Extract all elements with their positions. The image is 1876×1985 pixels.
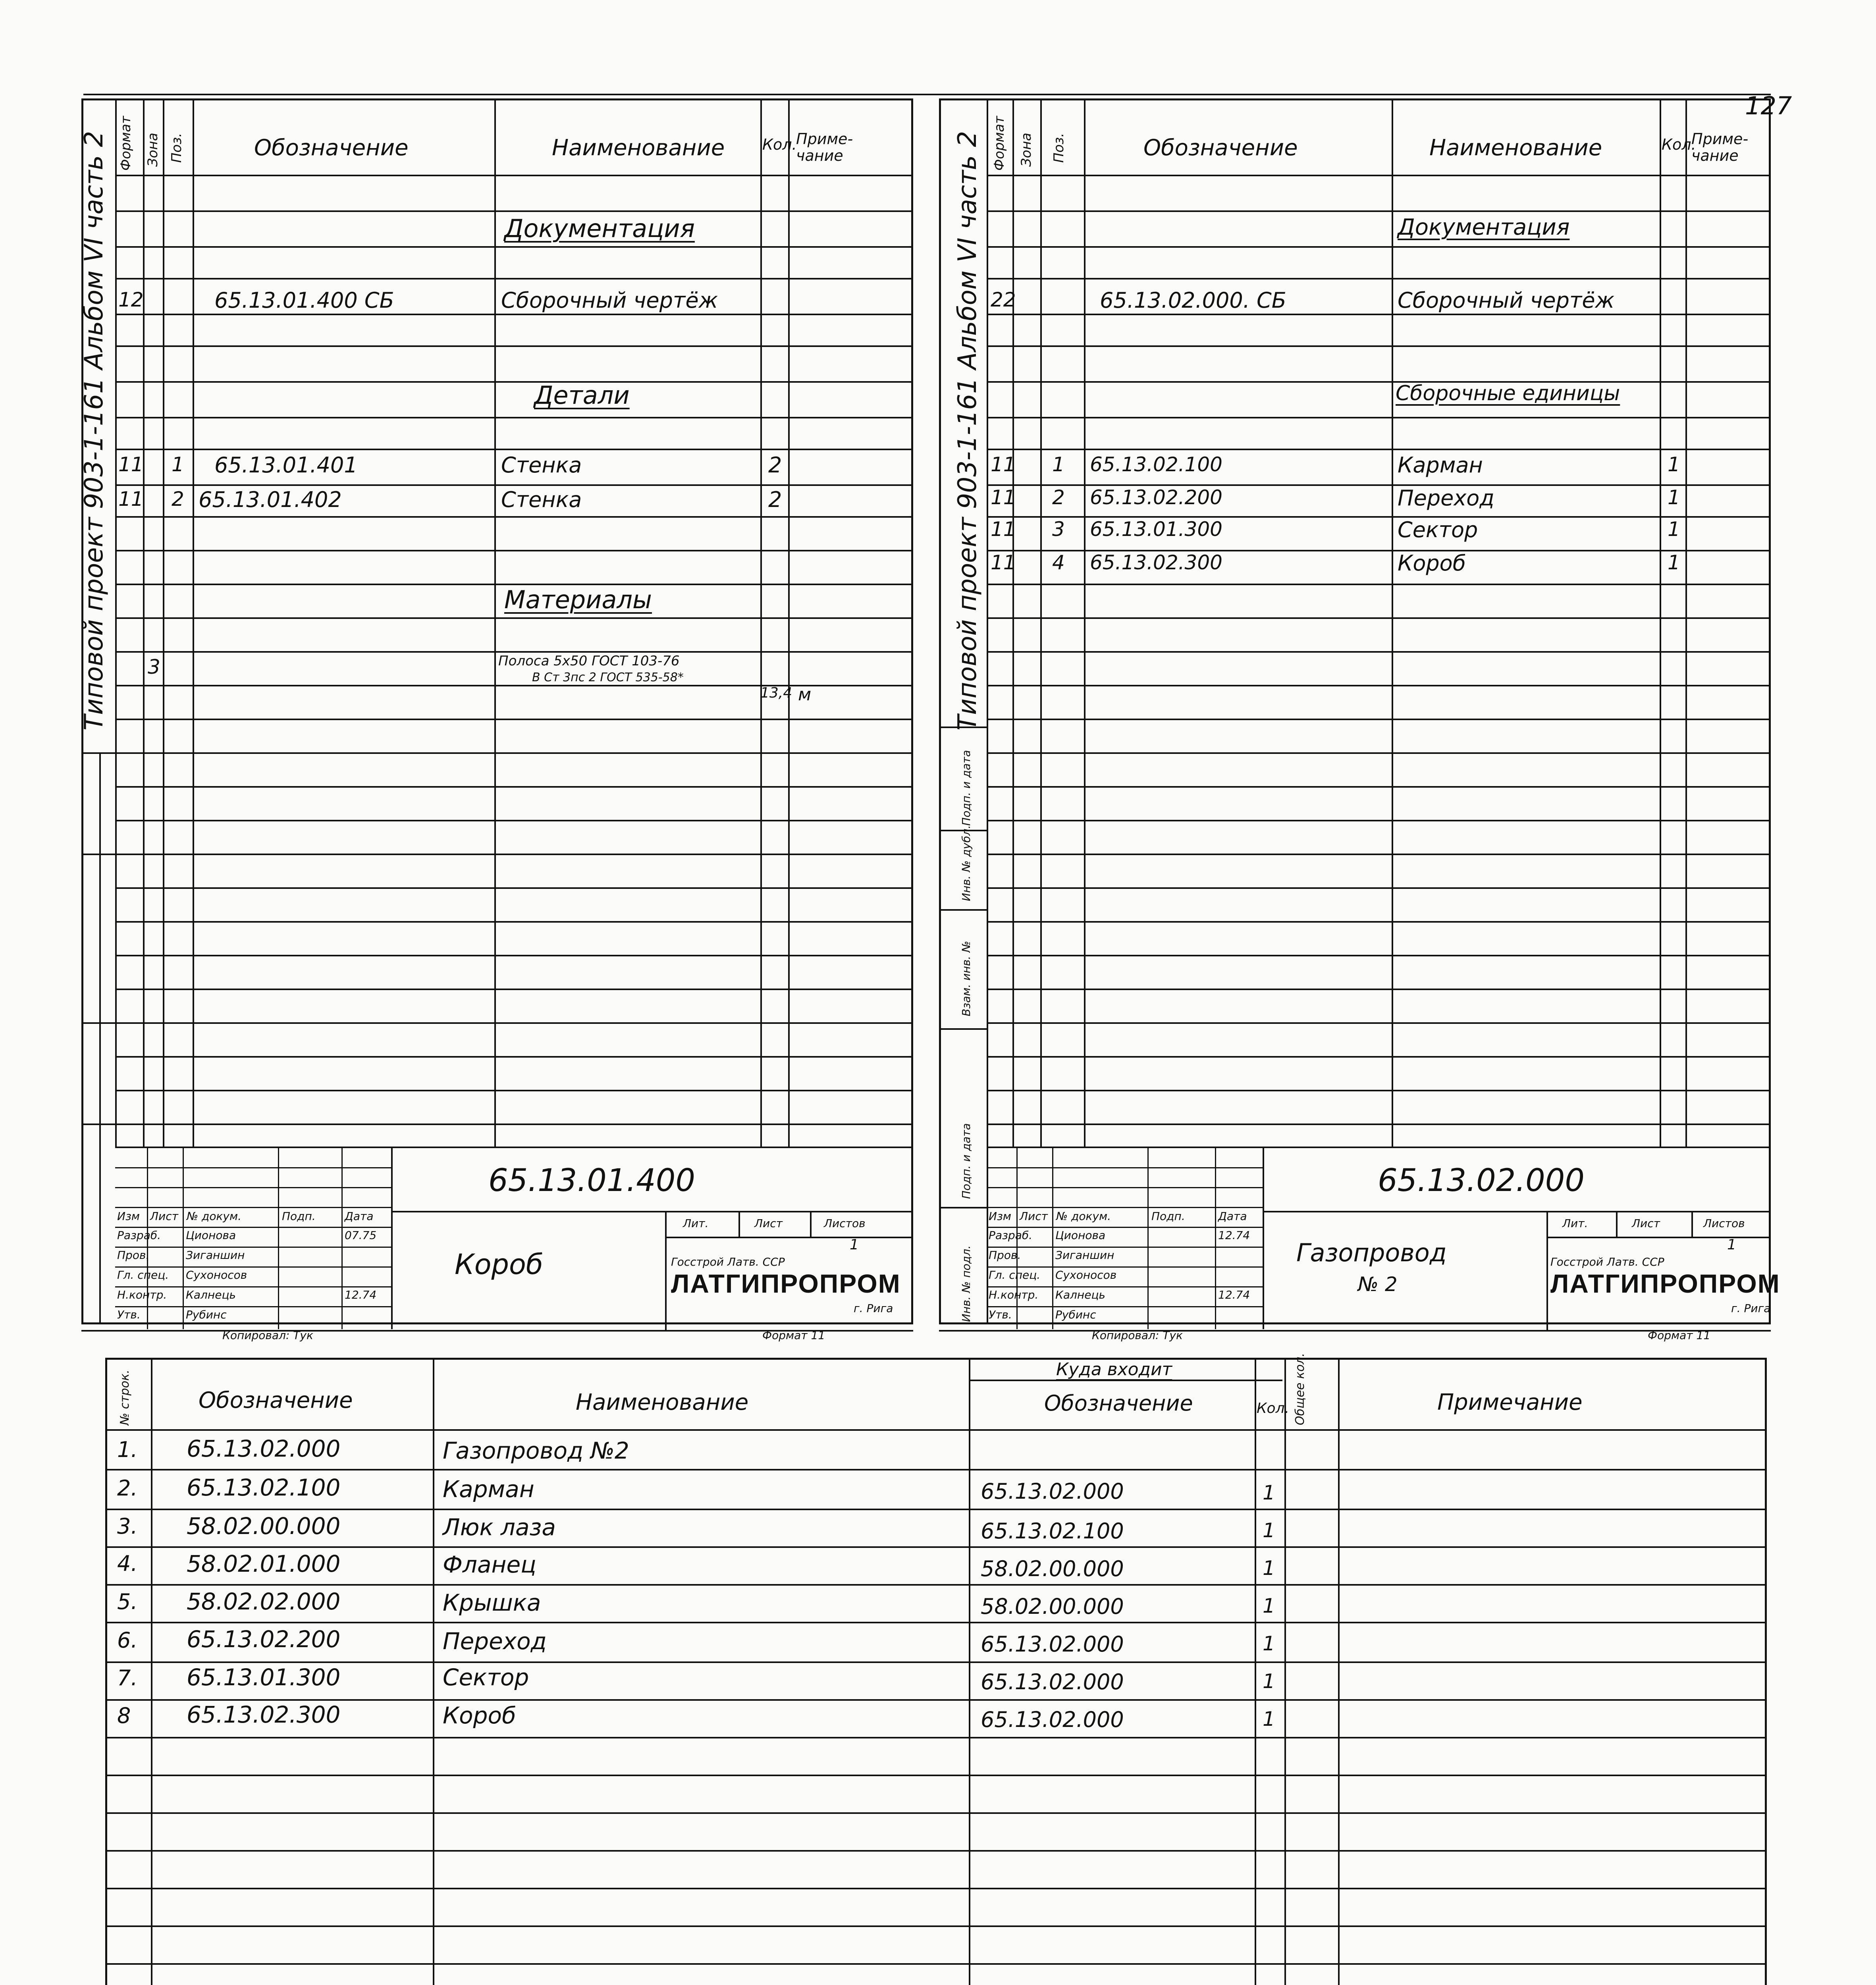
sheet-1-section-documentation: Документация [504, 214, 695, 243]
sheet-1-header-qty: Кол. [762, 136, 797, 153]
sheet-1-title: Короб [455, 1248, 543, 1281]
sheet-1-header-pos: Поз. [169, 133, 185, 163]
sheet-1-header-note: Приме- чание [796, 130, 853, 164]
sheet-2-org-stamp: ЛАТГИПРОПРОМ [1550, 1269, 1780, 1298]
sheet-1-code: 65.13.01.400 [488, 1163, 696, 1199]
sheet-1-side-label: Типовой проект 903-1-161 Альбом VI часть 2 [79, 131, 109, 730]
sheet-1-header-designation: Обозначение [254, 135, 409, 161]
sheet-1-section-materials: Материалы [504, 585, 652, 614]
sheet-2-side-label: Типовой проект 903-1-161 Альбом VI часть 2 [953, 131, 982, 730]
sheet-1-header-name: Наименование [552, 135, 725, 161]
page: 127 Типовой проект 903-1-161 Альбом VI часть 2 Формат Зона Поз. Обозначение Наименование Кол. Приме- чание Документация Детали Материалы 12 65.13.01.400 СБ Сборочный чертёж 11 1 65.13.01.401 Стенка 2 11 2 65.13.01.402 Стенка 2 3 Полоса 5x50 ГОСТ 103-76 В Ст 3пс 2 ГОСТ 535-58* 13,4 м Изм Лист № докум. Подп. Дата Разраб. Ционова 07.75 Пров. Зиганшин Гл. спец. Сухоносов Н.контр. Калнець 12.74 Утв. Рубинс 65.13.01.400 Короб Лит. Лист Листов 1 Госстрой Латв. ССР ЛАТГИПРОПРОМ г. Рига Копировал: Тук Формат 11 Типовой проект 903-1-161 Альбом VI часть 2 Инв. № подл. Подп. и дата Взам. инв. № Инв. № дубл. Подп. и дата Формат Зона Поз. Обозначение Наименование Кол. Приме- чание Документация Сборочные единицы 22 65.13.02.000. СБ Сборочный чертёж 11 1 65.13.02.100 Карман 1 11 2 65.13.02.200 Переход 1 11 3 65.13.01.300 Сектор 1 11 4 65.13.02.300 Короб 1 Изм Лист № докум. Подп. Дата Разраб. Ционова 12.74 Пров. Зиганшин Гл. спец. Сухоносов Н.контр. Калнець 12.74 Утв. Рубинс 65.13.02.000 Газопровод № 2 Лит. Лист Листов 1 Госстрой Латв. ССР ЛАТГИПРОПРОМ г. Рига Копировал: Тук Формат 11 № строк. Обозначение Наименование Куда входит Обозначение Кол. Общее кол. Примечание 1. 65.13.02.000 Газопровод №2 2. 65.13.02.100 Карман 65.13.02.000 1 3. 58.02.00.000 Люк лаза 65.13.02.100 1 4. 58.02.01.000 Фланец 58.02.00.000 1 5. 58.02.02.000 Крышка 58.02.00.000 1 6. 65.13.02.200 Переход 65.13.02.000 1 7. 65.13.01.300 Сектор 65.13.02.000 1 8 65.13.02.300 Короб 65.13.02.000 1 [0, 0, 1876, 1985]
top-edge-line [83, 94, 1771, 95]
sheet-2-title: Газопровод [1296, 1238, 1447, 1267]
sheet-3-header-num: № строк. [118, 1370, 132, 1425]
sheet-3-frame [105, 1358, 1767, 1985]
sheet-2-frame [939, 98, 1771, 1324]
sheet-1-header-format: Формат [118, 116, 134, 171]
sheet-1-org-stamp: ЛАТГИПРОПРОМ [671, 1269, 901, 1298]
sheet-1-header-zone: Зона [145, 133, 161, 167]
page-number: 127 [1745, 91, 1792, 120]
sheet-2-code: 65.13.02.000 [1378, 1163, 1585, 1199]
sheet-1-section-details: Детали [534, 381, 630, 410]
